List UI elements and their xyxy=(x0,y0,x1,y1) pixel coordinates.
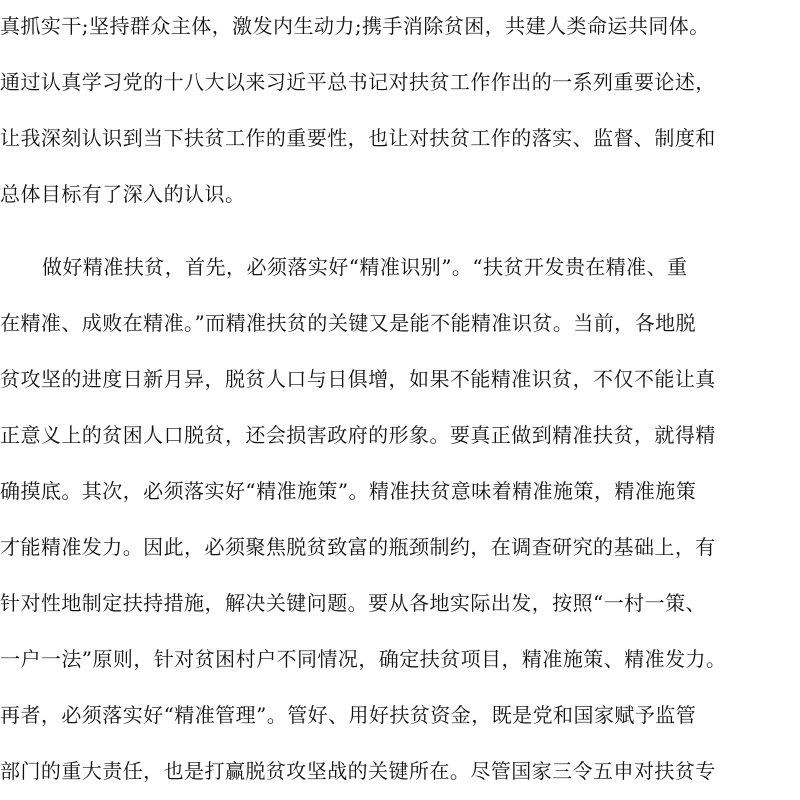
paragraph-1-line-1: 真抓实干;坚持群众主体，激发内生动力;携手消除贫困，共建人类命运共同体。 xyxy=(0,14,710,38)
paragraph-1-line-4: 总体目标有了深入的认识。 xyxy=(0,182,246,206)
paragraph-2-line-7: 针对性地制定扶持措施，解决关键问题。要从各地实际出发，按照“一村一策、 xyxy=(0,591,706,615)
paragraph-2-line-1: 做好精准扶贫，首先，必须落实好“精准识别”。“扶贫开发贵在精准、重 xyxy=(42,255,688,279)
paragraph-2-line-3: 贫攻坚的进度日新月异，脱贫人口与日俱增，如果不能精准识贫，不仅不能让真 xyxy=(0,367,716,391)
paragraph-2-line-5: 确摸底。其次，必须落实好“精准施策”。精准扶贫意味着精准施策，精准施策 xyxy=(0,479,697,503)
paragraph-2-line-4: 正意义上的贫困人口脱贫，还会损害政府的形象。要真正做到精准扶贫，就得精 xyxy=(0,423,716,447)
paragraph-2-line-8: 一户一法”原则，针对贫困村户不同情况，确定扶贫项目，精准施策、精准发力。 xyxy=(0,647,727,671)
paragraph-2-line-9: 再者，必须落实好“精准管理”。管好、用好扶贫资金，既是党和国家赋予监管 xyxy=(0,703,697,727)
paragraph-2-line-2: 在精准、成败在精准。”而精准扶贫的关键又是能不能精准识贫。当前，各地脱 xyxy=(0,311,696,335)
paragraph-1-line-2: 通过认真学习党的十八大以来习近平总书记对扶贫工作作出的一系列重要论述， xyxy=(0,70,716,94)
paragraph-2-line-6: 才能精准发力。因此，必须聚焦脱贫致富的瓶颈制约，在调查研究的基础上，有 xyxy=(0,535,716,559)
paragraph-2-line-10: 部门的重大责任，也是打赢脱贫攻坚战的关键所在。尽管国家三令五申对扶贫专 xyxy=(0,759,716,783)
paragraph-1-line-3: 让我深刻认识到当下扶贫工作的重要性，也让对扶贫工作的落实、监督、制度和 xyxy=(0,126,716,150)
